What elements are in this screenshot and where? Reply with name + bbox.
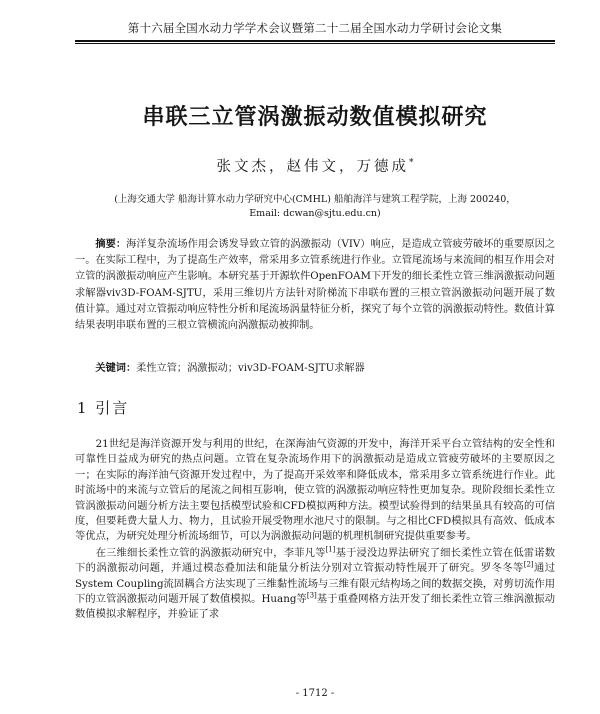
- keywords: [75, 359, 555, 374]
- paragraph-2-text-c: 通过System Coupling流固耦合方法实现了三维黏性流场与三维有限元结构场之间的数据交换，对剪切流作用下的立管涡激振动问题开展了数值模拟。Huang等: [75, 562, 556, 606]
- paragraph-2-text-b: 基于浸没边界法研究了细长柔性立管在低雷诺数下的涡激振动问题，并通过模态叠加法和能量分析法分别对立管振动特性展开了研究。罗冬冬等: [75, 546, 555, 575]
- abstract-label: 摘要：: [95, 239, 127, 250]
- header-rule-thin: [75, 43, 555, 44]
- paragraph-2-text-a: 在三维细长柔性立管的涡激振动研究中，李菲凡等: [95, 546, 326, 559]
- section-heading: 1 引言: [77, 399, 130, 417]
- paragraph-2: [75, 546, 555, 623]
- abstract-text: 海洋复杂流场作用会诱发导致立管的涡激振动（VIV）响应，是造成立管疲劳破坏的重要原因之一。在实际工程中，为了提高生产效率，常采用多立管系统进行作业。立管尾流场与来流间的相互作用会对立管的涡激振动响应产生影响。本研究基于开源软件OpenFOAM下开发的细长柔性立管三维涡激振动问题求解器viv3D-FOAM-SJTU，采用三维切片方法针对阶梯流下串联布置的三根立管涡激振动问题开展了数值计算。通过对立管振动响应特性分析和尾流场涡量特征分析，探究了每个立管的涡激振动特性。数值计算结果表明串联布置的三根立管横流向涡激振动被抑制。: [75, 239, 556, 332]
- running-header: 第十六届全国水动力学学术会议暨第二十二届全国水动力学研讨会论文集: [127, 21, 503, 35]
- citation-1: [1]: [325, 545, 336, 554]
- header-rule-thick: [75, 40, 555, 42]
- paragraph-2-text-d: 基于重叠网格方法开发了细长柔性立管三维涡激振动数值模拟求解程序，并验证了求: [75, 593, 555, 621]
- citation-3: [3]: [306, 591, 317, 600]
- abstract: [75, 237, 555, 334]
- affiliation: (上海交通大学 船海计算水动力学研究中心(CMHL) 船舶海洋与建筑工程学院，上海 200240，: [114, 194, 516, 205]
- body-text: [75, 437, 555, 623]
- author-line: [75, 155, 555, 176]
- paragraph-1: 21世纪是海洋资源开发与利用的世纪，在深海油气资源的开发中，海洋开采平台立管结构的安全性和可靠性日益成为研究的热点问题。立管在复杂流场作用下的涡激振动是造成立管疲劳破坏的主要原因之一；在实际的海洋油气资源开发过程中，为了提高开采效率和降低成本，常采用多立管系统进行作业。此时流场中的来流与立管后的尾流之间相互影响，使立管的涡激振动响应特性更加复杂。现阶段细长柔性立管涡激振动问题分析方法主要包括模型试验和CFD模拟两种方法。模型试验得到的结果虽具有较高的可信度，但要耗费大量人力、物力，且试验开展受物理水池尺寸的限制。与之相比CFD模拟具有高效、低成本等优点，为研究处理分析流场细节，可以为涡激振动问题的机理机制研究提供重要参考。: [75, 438, 555, 543]
- email: Email: dcwan@sjtu.edu.cn): [249, 208, 381, 219]
- page-number: - 1712 -: [295, 688, 335, 699]
- corresponding-author-mark: *: [409, 158, 414, 169]
- author-names: 张文杰，赵伟文，万德成: [216, 159, 409, 175]
- keywords-label: 关键词：: [95, 363, 137, 374]
- citation-2: [2]: [523, 560, 534, 569]
- keywords-text: 柔性立管；涡激振动；viv3D-FOAM-SJTU求解器: [136, 363, 365, 374]
- paper-title: 串联三立管涡激振动数值模拟研究: [142, 105, 488, 130]
